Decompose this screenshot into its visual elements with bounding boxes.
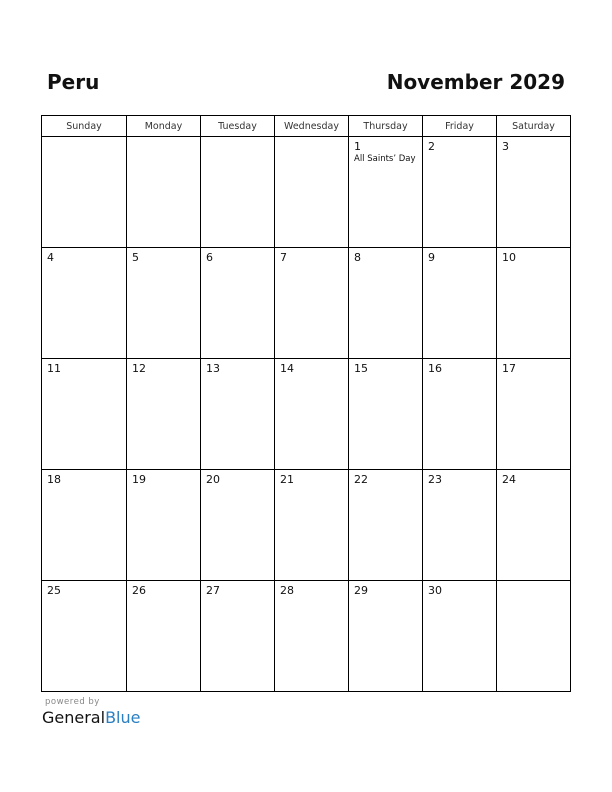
day-cell xyxy=(349,248,423,359)
day-cell xyxy=(127,359,201,470)
week-row xyxy=(42,470,571,581)
weekday-header: Thursday xyxy=(349,116,423,137)
day-cell xyxy=(497,581,571,692)
day-cell xyxy=(42,137,127,248)
generalblue-logo[interactable] xyxy=(42,708,140,727)
day-cell xyxy=(275,359,349,470)
day-cell xyxy=(349,137,423,248)
day-cell xyxy=(497,248,571,359)
day-number: 11 xyxy=(47,362,61,375)
day-number: 19 xyxy=(132,473,146,486)
day-cell xyxy=(423,470,497,581)
day-cell xyxy=(423,581,497,692)
day-cell xyxy=(42,359,127,470)
day-number: 20 xyxy=(206,473,220,486)
day-number: 1 xyxy=(354,140,361,153)
weekday-header-row xyxy=(42,116,571,137)
weekday-header: Friday xyxy=(423,116,497,137)
day-number: 18 xyxy=(47,473,61,486)
weekday-header: Saturday xyxy=(497,116,571,137)
day-cell xyxy=(275,470,349,581)
day-cell xyxy=(127,581,201,692)
day-cell xyxy=(275,137,349,248)
day-cell xyxy=(201,470,275,581)
day-cell xyxy=(497,359,571,470)
day-number: 13 xyxy=(206,362,220,375)
day-number: 4 xyxy=(47,251,54,264)
day-number: 16 xyxy=(428,362,442,375)
country-title: Peru xyxy=(47,70,100,94)
day-number: 23 xyxy=(428,473,442,486)
day-cell xyxy=(423,359,497,470)
weekday-header: Tuesday xyxy=(201,116,275,137)
day-cell xyxy=(201,359,275,470)
day-number: 21 xyxy=(280,473,294,486)
day-cell xyxy=(42,470,127,581)
weekday-header: Monday xyxy=(127,116,201,137)
holiday-label: All Saints’ Day xyxy=(354,154,416,164)
day-number: 15 xyxy=(354,362,368,375)
day-number: 5 xyxy=(132,251,139,264)
day-number: 25 xyxy=(47,584,61,597)
day-number: 27 xyxy=(206,584,220,597)
day-cell xyxy=(349,470,423,581)
day-number: 8 xyxy=(354,251,361,264)
day-cell xyxy=(201,137,275,248)
day-number: 7 xyxy=(280,251,287,264)
week-row xyxy=(42,248,571,359)
day-number: 9 xyxy=(428,251,435,264)
day-number: 10 xyxy=(502,251,516,264)
day-number: 22 xyxy=(354,473,368,486)
day-number: 2 xyxy=(428,140,435,153)
day-number: 28 xyxy=(280,584,294,597)
day-cell xyxy=(349,581,423,692)
day-number: 29 xyxy=(354,584,368,597)
day-cell xyxy=(127,137,201,248)
day-cell xyxy=(42,581,127,692)
day-number: 24 xyxy=(502,473,516,486)
weekday-header: Wednesday xyxy=(275,116,349,137)
weekday-header: Sunday xyxy=(42,116,127,137)
day-number: 14 xyxy=(280,362,294,375)
day-number: 6 xyxy=(206,251,213,264)
day-cell xyxy=(349,359,423,470)
day-cell xyxy=(497,470,571,581)
week-row xyxy=(42,359,571,470)
month-title: November 2029 xyxy=(386,70,565,94)
day-cell xyxy=(275,581,349,692)
logo-general: General xyxy=(42,708,106,727)
day-cell xyxy=(42,248,127,359)
day-number: 12 xyxy=(132,362,146,375)
logo-blue: Blue xyxy=(105,708,141,727)
day-cell xyxy=(201,581,275,692)
week-row xyxy=(42,137,571,248)
week-row xyxy=(42,581,571,692)
day-number: 3 xyxy=(502,140,509,153)
day-cell xyxy=(127,470,201,581)
day-cell xyxy=(423,137,497,248)
day-number: 26 xyxy=(132,584,146,597)
day-cell xyxy=(201,248,275,359)
day-number: 17 xyxy=(502,362,516,375)
calendar-grid xyxy=(41,115,571,692)
powered-by-label: powered by xyxy=(45,697,100,707)
day-cell xyxy=(497,137,571,248)
day-number: 30 xyxy=(428,584,442,597)
day-cell xyxy=(127,248,201,359)
day-cell xyxy=(423,248,497,359)
day-cell xyxy=(275,248,349,359)
